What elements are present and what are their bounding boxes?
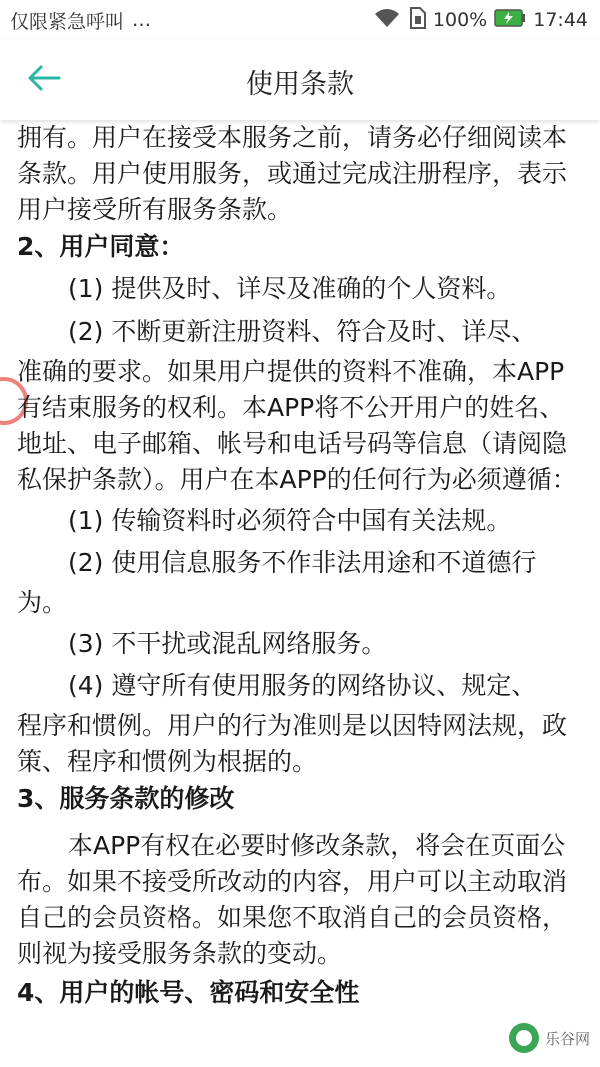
section-heading: 2、用户同意： — [17, 232, 185, 261]
page-title: 使用条款 — [246, 69, 354, 100]
watermark — [507, 1021, 590, 1055]
carrier-label: 仅限紧急呼叫 — [10, 10, 125, 33]
status-bar — [0, 0, 600, 40]
paragraph: 为。 — [17, 588, 68, 617]
paragraph: 准确的要求。如果用户提供的资料不准确，本APP有结束服务的权利。本APP将不公开用户的姓名、地址、电子邮箱、帐号和电话号码等信息（请阅隐私保护条款）。用户在本APP的任何行为必须遵循： — [17, 357, 577, 494]
list-item: (1) 传输资料时必须符合中国有关法规。 — [68, 506, 512, 535]
list-item: (3) 不干扰或混乱网络服务。 — [68, 629, 387, 658]
list-item: (1) 提供及时、详尽及准确的个人资料。 — [68, 274, 512, 303]
list-item: (2) 不断更新注册资料、符合及时、详尽、 — [68, 317, 537, 346]
battery-charging-icon — [494, 9, 526, 32]
list-item: (4) 遵守所有使用服务的网络协议、规定、 — [68, 671, 537, 700]
sim-card-icon — [408, 7, 426, 34]
clock: 17:44 — [533, 9, 588, 31]
list-item: (2) 使用信息服务不作非法用途和不道德行 — [68, 548, 537, 577]
section-heading: 4、用户的帐号、密码和安全性 — [17, 978, 360, 1007]
section-heading: 3、服务条款的修改 — [17, 784, 235, 813]
paragraph: 程序和惯例。用户的行为准则是以因特网法规，政策、程序和惯例为根据的。 — [17, 711, 568, 776]
app-bar — [0, 40, 600, 120]
paragraph: 本APP有权在必要时修改条款，将会在页面公布。如果不接受所改动的内容，用户可以主动取消自己的会员资格。如果您不取消自己的会员资格，则视为接受服务条款的变动。 — [17, 831, 568, 968]
battery-percent: 100% — [432, 9, 488, 31]
watermark-text: 乐谷网 — [544, 1029, 590, 1048]
paragraph: 拥有。用户在接受本服务之前，请务必仔细阅读本条款。用户使用服务，或通过完成注册程序，表示用户接受所有服务条款。 — [17, 123, 568, 224]
terms-content — [17, 120, 587, 1012]
wifi-icon — [373, 7, 401, 34]
watermark-logo-icon — [507, 1021, 541, 1055]
overflow-dots: … — [132, 9, 154, 31]
